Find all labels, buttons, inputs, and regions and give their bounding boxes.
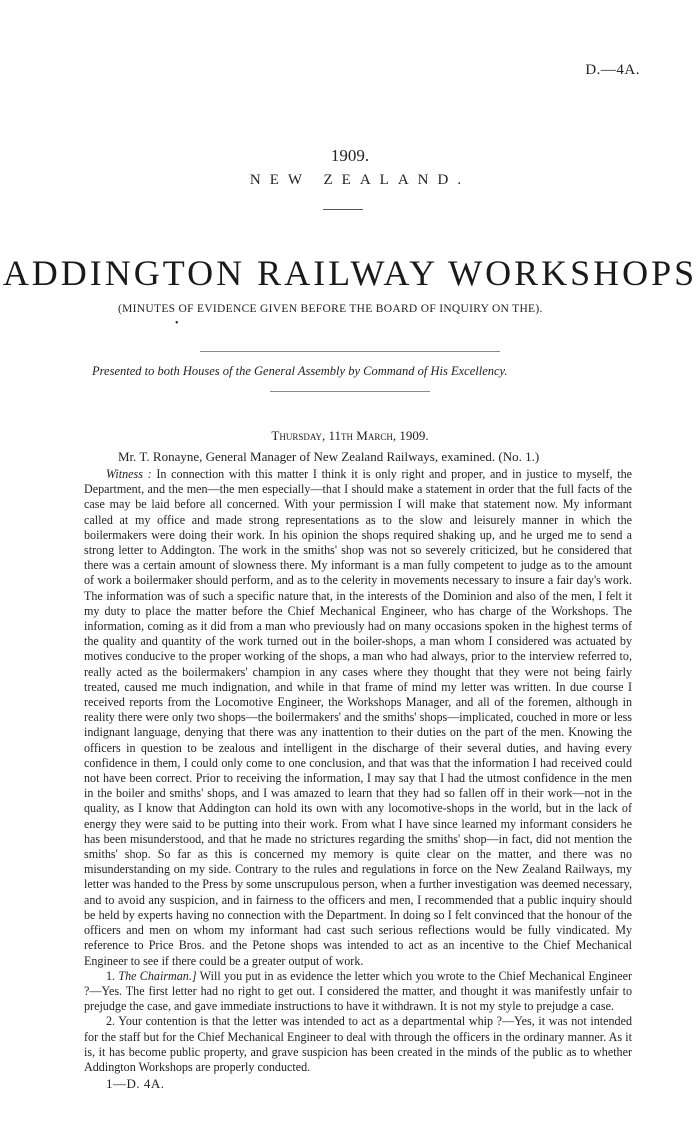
document-reference: D.—4A. [585,62,640,78]
page-signature: 1—D. 4A. [106,1076,165,1091]
statement-text: In connection with this matter I think it is only right and proper, and in justice to myself, the Department, and the men—the men especially—that I should make a statement in order that the full facts of the case may be laid before all concerned. With your permission I will make that statement now. My informant called at my office and made strong representations as to the slow and leisurely manner in which the boilermakers were doing their work. In his opinion the shops required shaking up, and he urged me to send a strong letter to Addington. The work in the smiths' shop was not so severely criticized, but he considered that there was a certain amount of slowness there. My informant is a man fully competent to judge as to the amount of work a boilermaker should perform, and as to the celerity in movements necessary to insure a fair day's work. The information was of such a specific nature that, in the interests of the Dominion and also of the men, I felt it my duty to place the matter before the Chief Mechanical Engineer, who has charge of the Workshops. The information, coming as it did from a man who previously had on many occasions spoken in the highest terms of the quality and quantity of the work turned out in the boiler-shops, a man whom I considered was actuated by motives conducive to the proper working of the shops, a man who had always, prior to the interview referred to, really acted as the boilermakers' champion in any cases where they thought that they were not being fairly treated, caused me much indignation, and while in that frame of mind my letter was written. In due course I received reports from the Locomotive Engineer, the Workshops Manager, and all of the foremen, although in reality there were only two shops—the boilermakers' and the smiths' shops—implicated, couched in more or less indignant language, denying that there was any inattention to their duties on the part of the men. Knowing the officers in question to be zealous and intelligent in the discharge of their several duties, and having every confidence in them, I could only come to one conclusion, and that was that the information I had received could not have been correct. Prior to receiving the information, I may say that I had the utmost confidence in the men in the boiler and smiths' shops, and I was amazed to learn that they had so fallen off in their work—not in the quality, as I know that Addington can hold its own with any locomotive-shops in the world, but in the lack of energy they were said to be putting into their work. From what I have since learned my informant considers he has been misunderstood, and that he made no strictures regarding the smiths' shop—in fact, did not mention the smiths' shop. So far as this is concerned my memory is quite clear on the matter, and there was no misunderstanding on my side. Contrary to the rules and regulations in force on the New Zealand Railways, my letter was handed to the Press by some unscrupulous person, when a further investigation was deemed necessary, and to avoid any suspicion, and in fairness to the officers and men, I recommended that a public inquiry should be held by experts having no connection with the Department. In doing so I felt convinced that the honour of the officers and men on whom my informant had cast such serious reflections would be fully vindicated. My reference to Price Bros. and the Petone shops was intended to act as an incentive to the Chief Mechanical Engineer to see if there could be a greater output of work. [84,467,632,968]
question-item [84,969,632,1015]
statement-speaker: Witness : [106,467,152,481]
document-subtitle: (MINUTES OF EVIDENCE GIVEN BEFORE THE BOARD OF INQUIRY ON THE). [118,303,543,315]
year: 1909. [330,146,370,165]
question-text: Will you put in as evidence the letter which you wrote to the Chief Mechanical Engineer ?—Yes. The first letter had no right to get out. I considered the matter, and thought it was manifestly unfair to prejudge the case, and gave immediate instructions to have it withdrawn. It is not my style to prejudge a case. [84,968,632,1014]
question-item [84,1014,632,1075]
divider-rule [200,351,500,352]
divider-rule-lower [270,391,430,392]
document-title: ADDINGTON RAILWAY WORKSHOPS [2,253,698,293]
question-text: Your contention is that the letter was intended to act as a departmental whip ?—Yes, it was not intended for the staff but for the Chief Mechanical Engineer to deal with through the officers in the ordinary manner. As it is, it has become public property, and grave suspicion has been created in the minds of the public as to whether Addington Workshops are properly conducted. [84,1014,633,1074]
witness-intro: Mr. T. Ronayne, General Manager of New Zealand Railways, examined. (No. 1.) [118,449,540,464]
question-speaker: The Chairman.] [118,968,197,983]
question-number: 1. [106,968,116,983]
witness-statement [84,467,632,969]
evidence-body [84,467,632,1075]
printer-mark: • [175,318,179,329]
country-heading: NEW ZEALAND. [249,172,471,188]
divider-short [323,209,363,210]
presented-line: Presented to both Houses of the General Assembly by Command of His Excellency. [92,364,508,378]
session-date: Thursday, 11th March, 1909. [271,428,429,443]
question-number: 2. [106,1014,116,1029]
